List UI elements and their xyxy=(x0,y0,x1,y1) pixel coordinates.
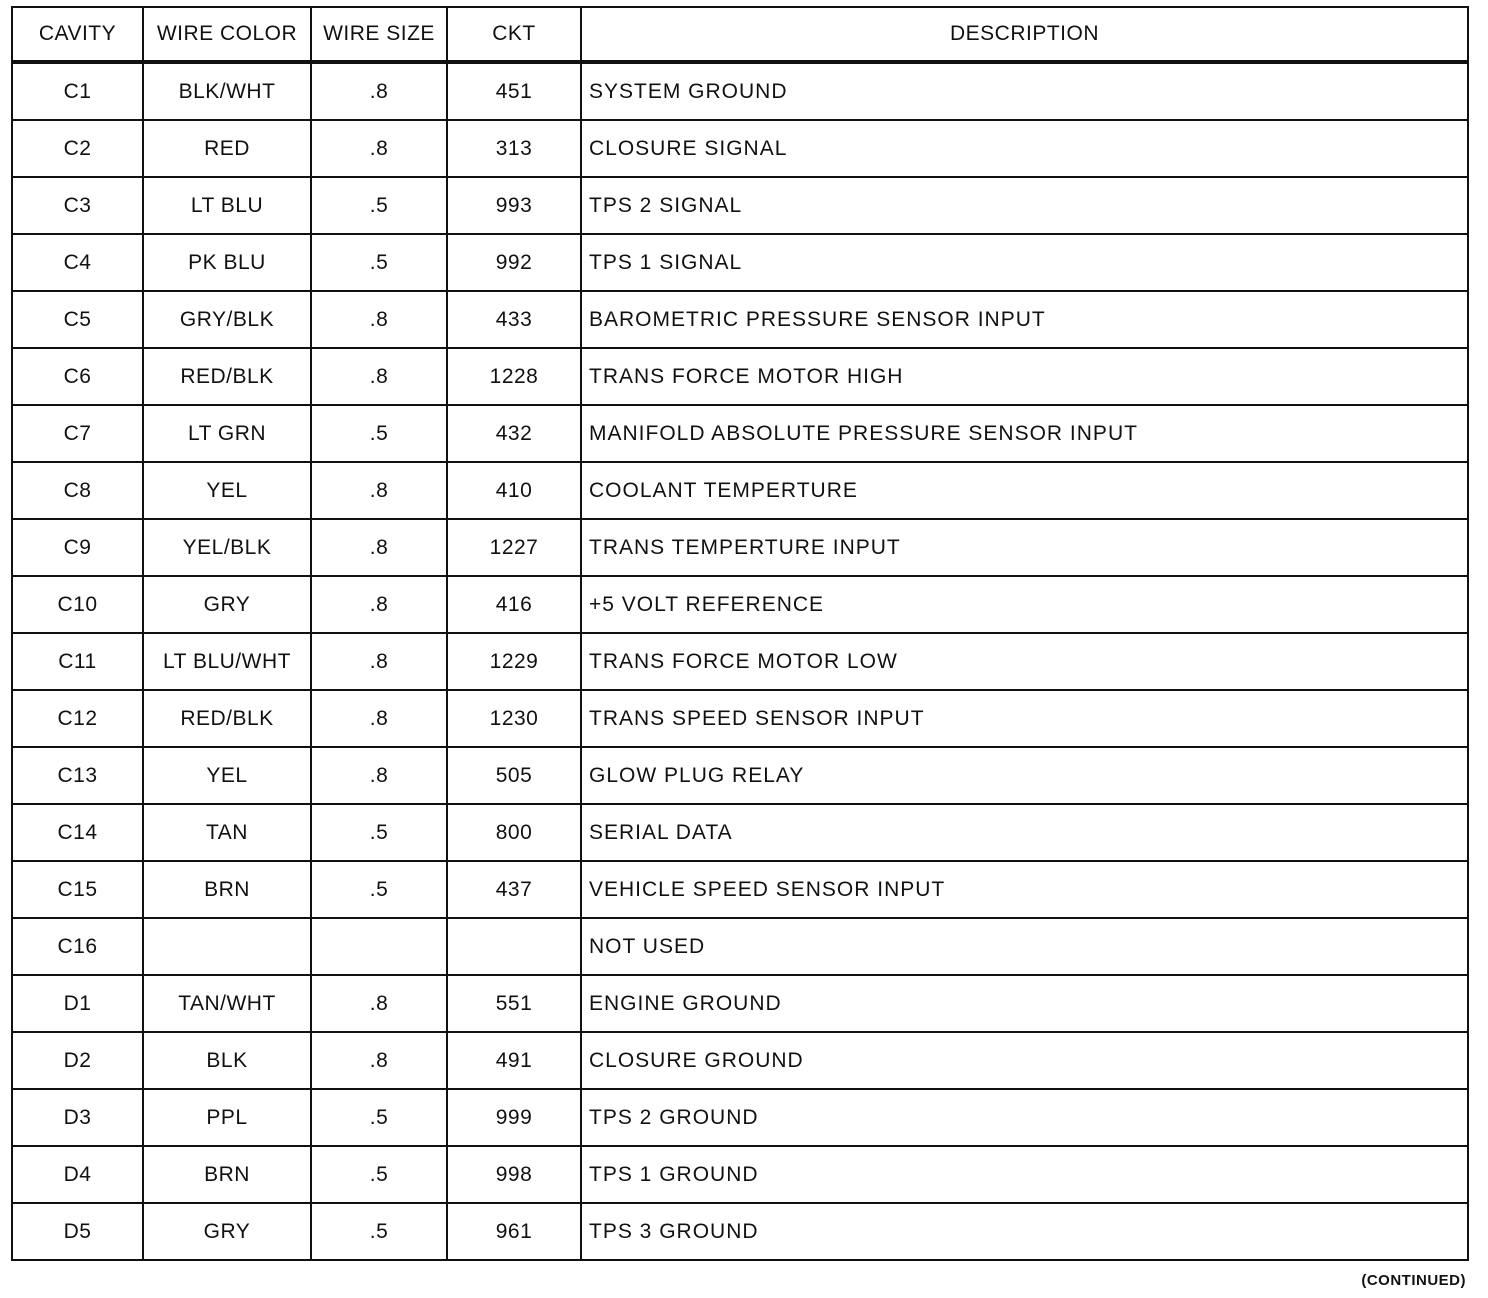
ckt-cell xyxy=(447,918,581,975)
table-row xyxy=(12,405,1468,462)
wire-color-cell: LT BLU/WHT xyxy=(143,633,311,690)
cavity-cell: C6 xyxy=(12,348,143,405)
wire-size-cell: .5 xyxy=(311,1203,447,1260)
wire-color-cell: BRN xyxy=(143,1146,311,1203)
description-cell: COOLANT TEMPERTURE xyxy=(581,462,1468,519)
wire-color-cell: GRY/BLK xyxy=(143,291,311,348)
description-cell: CLOSURE GROUND xyxy=(581,1032,1468,1089)
wire-color-cell: RED/BLK xyxy=(143,348,311,405)
description-cell: TRANS TEMPERTURE INPUT xyxy=(581,519,1468,576)
ckt-cell: 313 xyxy=(447,120,581,177)
description-cell: TPS 2 GROUND xyxy=(581,1089,1468,1146)
wire-color-cell: BLK/WHT xyxy=(143,62,311,120)
wire-color-cell: BLK xyxy=(143,1032,311,1089)
table-row xyxy=(12,120,1468,177)
wire-color-cell: TAN/WHT xyxy=(143,975,311,1032)
wire-size-cell: .5 xyxy=(311,861,447,918)
table-row xyxy=(12,804,1468,861)
table-row xyxy=(12,234,1468,291)
table-row xyxy=(12,690,1468,747)
wire-color-cell: PPL xyxy=(143,1089,311,1146)
ckt-cell: 1228 xyxy=(447,348,581,405)
wire-color-cell xyxy=(143,918,311,975)
wire-size-cell xyxy=(311,918,447,975)
cavity-cell: C7 xyxy=(12,405,143,462)
wire-size-cell: .5 xyxy=(311,804,447,861)
wire-color-cell: BRN xyxy=(143,861,311,918)
cavity-cell: C12 xyxy=(12,690,143,747)
wire-size-cell: .8 xyxy=(311,576,447,633)
table-row xyxy=(12,62,1468,120)
ckt-cell: 993 xyxy=(447,177,581,234)
wire-size-cell: .8 xyxy=(311,62,447,120)
wire-size-cell: .8 xyxy=(311,690,447,747)
ckt-cell: 491 xyxy=(447,1032,581,1089)
cavity-cell: C15 xyxy=(12,861,143,918)
table-row xyxy=(12,918,1468,975)
ckt-cell: 992 xyxy=(447,234,581,291)
ckt-cell: 800 xyxy=(447,804,581,861)
header-wire-color: WIRE COLOR xyxy=(143,7,311,62)
wire-size-cell: .5 xyxy=(311,1146,447,1203)
connector-pinout-sheet xyxy=(11,6,1467,1261)
header-ckt: CKT xyxy=(447,7,581,62)
wire-color-cell: PK BLU xyxy=(143,234,311,291)
table-row xyxy=(12,576,1468,633)
table-row xyxy=(12,1203,1468,1260)
description-cell: TRANS SPEED SENSOR INPUT xyxy=(581,690,1468,747)
cavity-cell: C1 xyxy=(12,62,143,120)
ckt-cell: 505 xyxy=(447,747,581,804)
description-cell: TPS 1 SIGNAL xyxy=(581,234,1468,291)
cavity-cell: C11 xyxy=(12,633,143,690)
wire-size-cell: .8 xyxy=(311,291,447,348)
wire-size-cell: .8 xyxy=(311,348,447,405)
wire-size-cell: .5 xyxy=(311,1089,447,1146)
cavity-cell: D1 xyxy=(12,975,143,1032)
cavity-cell: C9 xyxy=(12,519,143,576)
table-row xyxy=(12,1032,1468,1089)
description-cell: SYSTEM GROUND xyxy=(581,62,1468,120)
wire-color-cell: RED xyxy=(143,120,311,177)
wire-size-cell: .8 xyxy=(311,462,447,519)
wire-color-cell: LT GRN xyxy=(143,405,311,462)
ckt-cell: 451 xyxy=(447,62,581,120)
wire-color-cell: YEL xyxy=(143,747,311,804)
ckt-cell: 1229 xyxy=(447,633,581,690)
table-row xyxy=(12,861,1468,918)
cavity-cell: C4 xyxy=(12,234,143,291)
table-row xyxy=(12,747,1468,804)
cavity-cell: C8 xyxy=(12,462,143,519)
continued-note: (CONTINUED) xyxy=(1361,1272,1466,1289)
description-cell: TPS 1 GROUND xyxy=(581,1146,1468,1203)
table-row xyxy=(12,1146,1468,1203)
cavity-cell: D3 xyxy=(12,1089,143,1146)
cavity-cell: D4 xyxy=(12,1146,143,1203)
ckt-cell: 437 xyxy=(447,861,581,918)
ckt-cell: 416 xyxy=(447,576,581,633)
wire-color-cell: RED/BLK xyxy=(143,690,311,747)
header-cavity: CAVITY xyxy=(12,7,143,62)
table-row xyxy=(12,177,1468,234)
ckt-cell: 1227 xyxy=(447,519,581,576)
table-row xyxy=(12,633,1468,690)
ckt-cell: 410 xyxy=(447,462,581,519)
table-row xyxy=(12,975,1468,1032)
ckt-cell: 1230 xyxy=(447,690,581,747)
table-body xyxy=(12,62,1468,1260)
table-row xyxy=(12,348,1468,405)
description-cell: NOT USED xyxy=(581,918,1468,975)
description-cell: TRANS FORCE MOTOR HIGH xyxy=(581,348,1468,405)
wire-color-cell: TAN xyxy=(143,804,311,861)
ckt-cell: 999 xyxy=(447,1089,581,1146)
cavity-cell: C10 xyxy=(12,576,143,633)
cavity-cell: C13 xyxy=(12,747,143,804)
wire-size-cell: .8 xyxy=(311,1032,447,1089)
wire-size-cell: .8 xyxy=(311,120,447,177)
ckt-cell: 961 xyxy=(447,1203,581,1260)
description-cell: ENGINE GROUND xyxy=(581,975,1468,1032)
wire-size-cell: .5 xyxy=(311,177,447,234)
wire-size-cell: .8 xyxy=(311,747,447,804)
wire-color-cell: YEL/BLK xyxy=(143,519,311,576)
description-cell: BAROMETRIC PRESSURE SENSOR INPUT xyxy=(581,291,1468,348)
ckt-cell: 433 xyxy=(447,291,581,348)
description-cell: TRANS FORCE MOTOR LOW xyxy=(581,633,1468,690)
table-row xyxy=(12,1089,1468,1146)
description-cell: TPS 2 SIGNAL xyxy=(581,177,1468,234)
wire-size-cell: .5 xyxy=(311,405,447,462)
cavity-cell: D5 xyxy=(12,1203,143,1260)
ckt-cell: 998 xyxy=(447,1146,581,1203)
header-wire-size: WIRE SIZE xyxy=(311,7,447,62)
description-cell: GLOW PLUG RELAY xyxy=(581,747,1468,804)
cavity-cell: C14 xyxy=(12,804,143,861)
header-row xyxy=(12,7,1468,62)
wire-color-cell: YEL xyxy=(143,462,311,519)
cavity-cell: D2 xyxy=(12,1032,143,1089)
wire-color-cell: GRY xyxy=(143,1203,311,1260)
description-cell: CLOSURE SIGNAL xyxy=(581,120,1468,177)
description-cell: TPS 3 GROUND xyxy=(581,1203,1468,1260)
wire-color-cell: LT BLU xyxy=(143,177,311,234)
wire-size-cell: .8 xyxy=(311,633,447,690)
wire-color-cell: GRY xyxy=(143,576,311,633)
header-description: DESCRIPTION xyxy=(581,7,1468,62)
ckt-cell: 551 xyxy=(447,975,581,1032)
table-row xyxy=(12,291,1468,348)
table-row xyxy=(12,462,1468,519)
description-cell: MANIFOLD ABSOLUTE PRESSURE SENSOR INPUT xyxy=(581,405,1468,462)
description-cell: SERIAL DATA xyxy=(581,804,1468,861)
connector-pinout-table xyxy=(11,6,1469,1261)
wire-size-cell: .8 xyxy=(311,975,447,1032)
cavity-cell: C5 xyxy=(12,291,143,348)
cavity-cell: C2 xyxy=(12,120,143,177)
table-row xyxy=(12,519,1468,576)
wire-size-cell: .8 xyxy=(311,519,447,576)
cavity-cell: C16 xyxy=(12,918,143,975)
ckt-cell: 432 xyxy=(447,405,581,462)
description-cell: VEHICLE SPEED SENSOR INPUT xyxy=(581,861,1468,918)
description-cell: +5 VOLT REFERENCE xyxy=(581,576,1468,633)
cavity-cell: C3 xyxy=(12,177,143,234)
wire-size-cell: .5 xyxy=(311,234,447,291)
